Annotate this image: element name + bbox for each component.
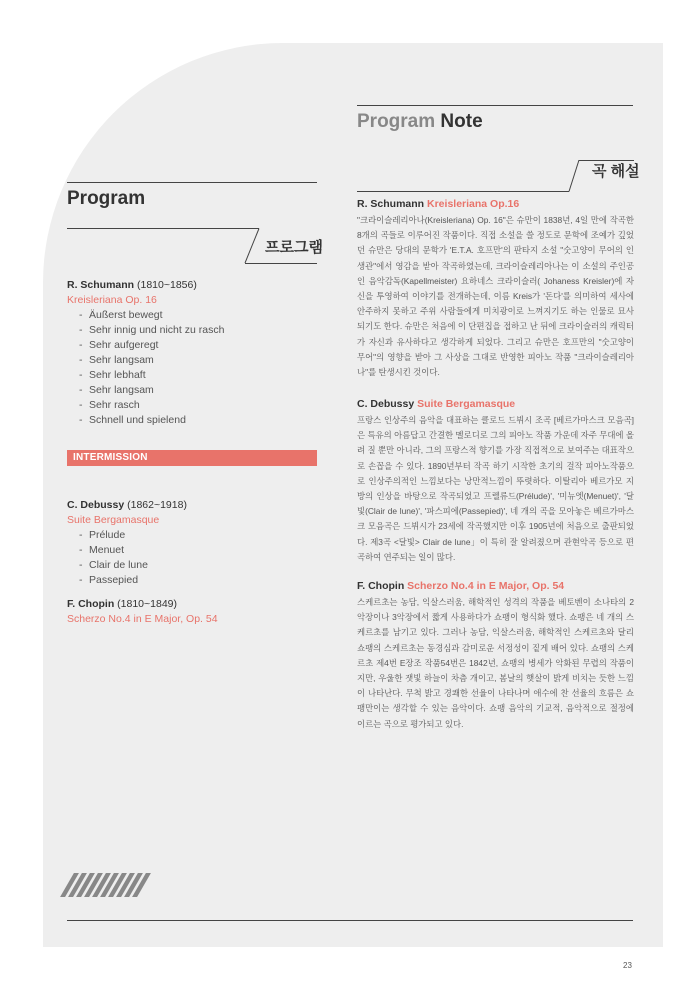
program-note-subtitle-ko: 곡 해설 [592, 163, 640, 180]
composer-dates: (1810~1849) [114, 598, 178, 610]
note-debussy [357, 398, 634, 565]
composer-name: C. Debussy [67, 499, 125, 511]
movement-item: - Sehr langsam [79, 383, 317, 398]
note-schumann [357, 198, 634, 380]
note-work: Suite Bergamasque [417, 398, 516, 410]
note-body: 스케르초는 농담, 익살스러움, 해학적인 성격의 작품을 베토벤이 소나타의 2악장이나 3악장에서 짧게 사용하다가 쇼팽이 형식화 했다. 쇼팽은 네 개의 스케르초를 남기고 있다. 그러나 농담, 익살스러움, 해학적인 스케르초와 달리 쇼팽의 스케르초는 동경심과 감미로운 서정성이 짙게 배어 있다. 쇼팽의 스케르초 제4번 E장조 작품54번은 1842년, 쇼팽의 병세가 악화된 무렵의 작품이지만, 우울한 잿빛 하늘이 차츰 개이고, 봄날의 햇살이 밝게 비치는 듯한 느낌이 나타난다. 무척 밝고 경쾌한 선율이 나타나며 애수에 찬 선율의 흐름은 쇼팽만이는 생각할 수 있는 음악이다. 쇼팽 음악의 기교적, 음악적으로 절정에 이르는 곡으로 평가되고 있다. [357, 597, 634, 729]
right-top-rule [357, 105, 633, 106]
movement-item: - Passepied [79, 573, 317, 588]
right-divider-slash [357, 160, 634, 192]
composer-name: R. Schumann [67, 279, 135, 291]
intermission-banner: INTERMISSION [67, 450, 317, 466]
composer-dates: (1810~1856) [134, 279, 197, 291]
left-divider-slash [67, 228, 317, 264]
program-subtitle-ko: 프로그램 [265, 239, 323, 256]
program-title: Program [67, 188, 146, 209]
movement-list [67, 308, 317, 428]
composer-line [67, 498, 317, 513]
composer-line [67, 597, 317, 612]
movement-item: - Sehr innig und nicht zu rasch [79, 323, 317, 338]
note-heading [357, 398, 634, 410]
movement-item: - Prélude [79, 528, 317, 543]
movement-item: - Sehr lebhaft [79, 368, 317, 383]
work-title: Scherzo No.4 in E Major, Op. 54 [67, 613, 218, 625]
note-body: "크라이슬레리아나(Kreisleriana) Op. 16"은 슈만이 1838년, 4일 만에 작곡한 8개의 곡들로 이루어진 작품이다. 직접 소설을 쓸 정도로 문학에 조예가 깊었던 슈만은 당대의 문학가 'E.T.A. 호프만'의 판타지 소설 "숫고양이 무어의 인생관"에서 영감을 받아 작곡하였는데, 크라이슬레리아나는 이 소설의 주인공인 음악감독(Kapellmeister) 요하네스 크라이슬러( Johaness Kreisler)에 자신을 투영하여 이야기를 전개하는데, 이름 Kreis가 '돈다'를 의미하여 세사에 안주하지 못하고 주위 사람들에게 미치광이로 느껴지기도 하는 인물로 묘사되기도 한다. 슈만은 처음에 이 단편집을 접하고 난 뒤에 크라이슬러의 캐릭터가 자신과 유사하다고 생각하게 되었다. 그리고 슈만은 호프만의 "숫고양이 무어"의 영향을 받아 그 사상을 그대로 반영한 피아노 작품 "크라이슬레리아나"를 탄생시킨 것이다. [357, 215, 634, 378]
note-heading [357, 198, 634, 210]
program-section-debussy [67, 498, 317, 588]
hatch-decoration [67, 873, 144, 897]
movement-item: - Sehr rasch [79, 398, 317, 413]
left-top-rule [67, 182, 317, 183]
note-composer: C. Debussy [357, 398, 415, 410]
composer-name: F. Chopin [67, 598, 115, 610]
program-section-chopin [67, 597, 317, 627]
note-chopin [357, 580, 634, 732]
note-composer: R. Schumann [357, 198, 425, 210]
note-work: Scherzo No.4 in E Major, Op. 54 [407, 580, 565, 592]
bottom-rule [67, 920, 633, 921]
program-note-title-soft: Program [357, 111, 436, 132]
movement-item: - Sehr langsam [79, 353, 317, 368]
program-note-title [357, 111, 483, 133]
movement-item: - Clair de lune [79, 558, 317, 573]
work-title: Kreisleriana Op. 16 [67, 294, 157, 306]
page-number: 23 [623, 961, 632, 970]
work-title: Suite Bergamasque [67, 514, 160, 526]
composer-line [67, 278, 317, 293]
program-note-title-strong: Note [440, 111, 483, 132]
movement-item: - Schnell und spielend [79, 413, 317, 428]
movement-list [67, 528, 317, 588]
movement-item: - Menuet [79, 543, 317, 558]
movement-item: - Sehr aufgeregt [79, 338, 317, 353]
movement-item: - Äußerst bewegt [79, 308, 317, 323]
composer-dates: (1862~1918) [124, 499, 187, 511]
note-heading [357, 580, 634, 592]
program-section-schumann [67, 278, 317, 428]
note-composer: F. Chopin [357, 580, 405, 592]
note-work: Kreisleriana Op.16 [427, 198, 520, 210]
note-body: 프랑스 인상주의 음악을 대표하는 클로드 드뷔시 조곡 [베르가마스크 모음곡]은 특유의 아름답고 간결한 멜로디로 그의 피아노 작품 가운데 자주 무대에 올려 질 뿐만 아니라, 그의 프랑스적 향기를 가장 직접적으로 보여주는 대표작으로 손꼽을 수 있다. 1890년부터 작곡 하기 시작한 초기의 걸작 피아노작품으로 인상주의적인 느낌보다는 낭만적느낌이 뚜렷하다. 이탈리아 베르가모 지방의 인상을 바탕으로 작곡되었고 프렐류드(Prélude)', '미뉴엣(Menuet)', '달빛(Clair de lune)', '파스피에(Passepied)', 네 개의 곡을 모아놓은 베르가마스크 모음곡은 드뷔시가 23세에 작곡했지만 이후 1905년에 처음으로 출판되었다. 제3곡 <달빛> Clair de lune」이 특히 잘 알려졌으며 관현악곡 등으로 편곡하여 연주되는 일이 많다. [357, 415, 634, 562]
